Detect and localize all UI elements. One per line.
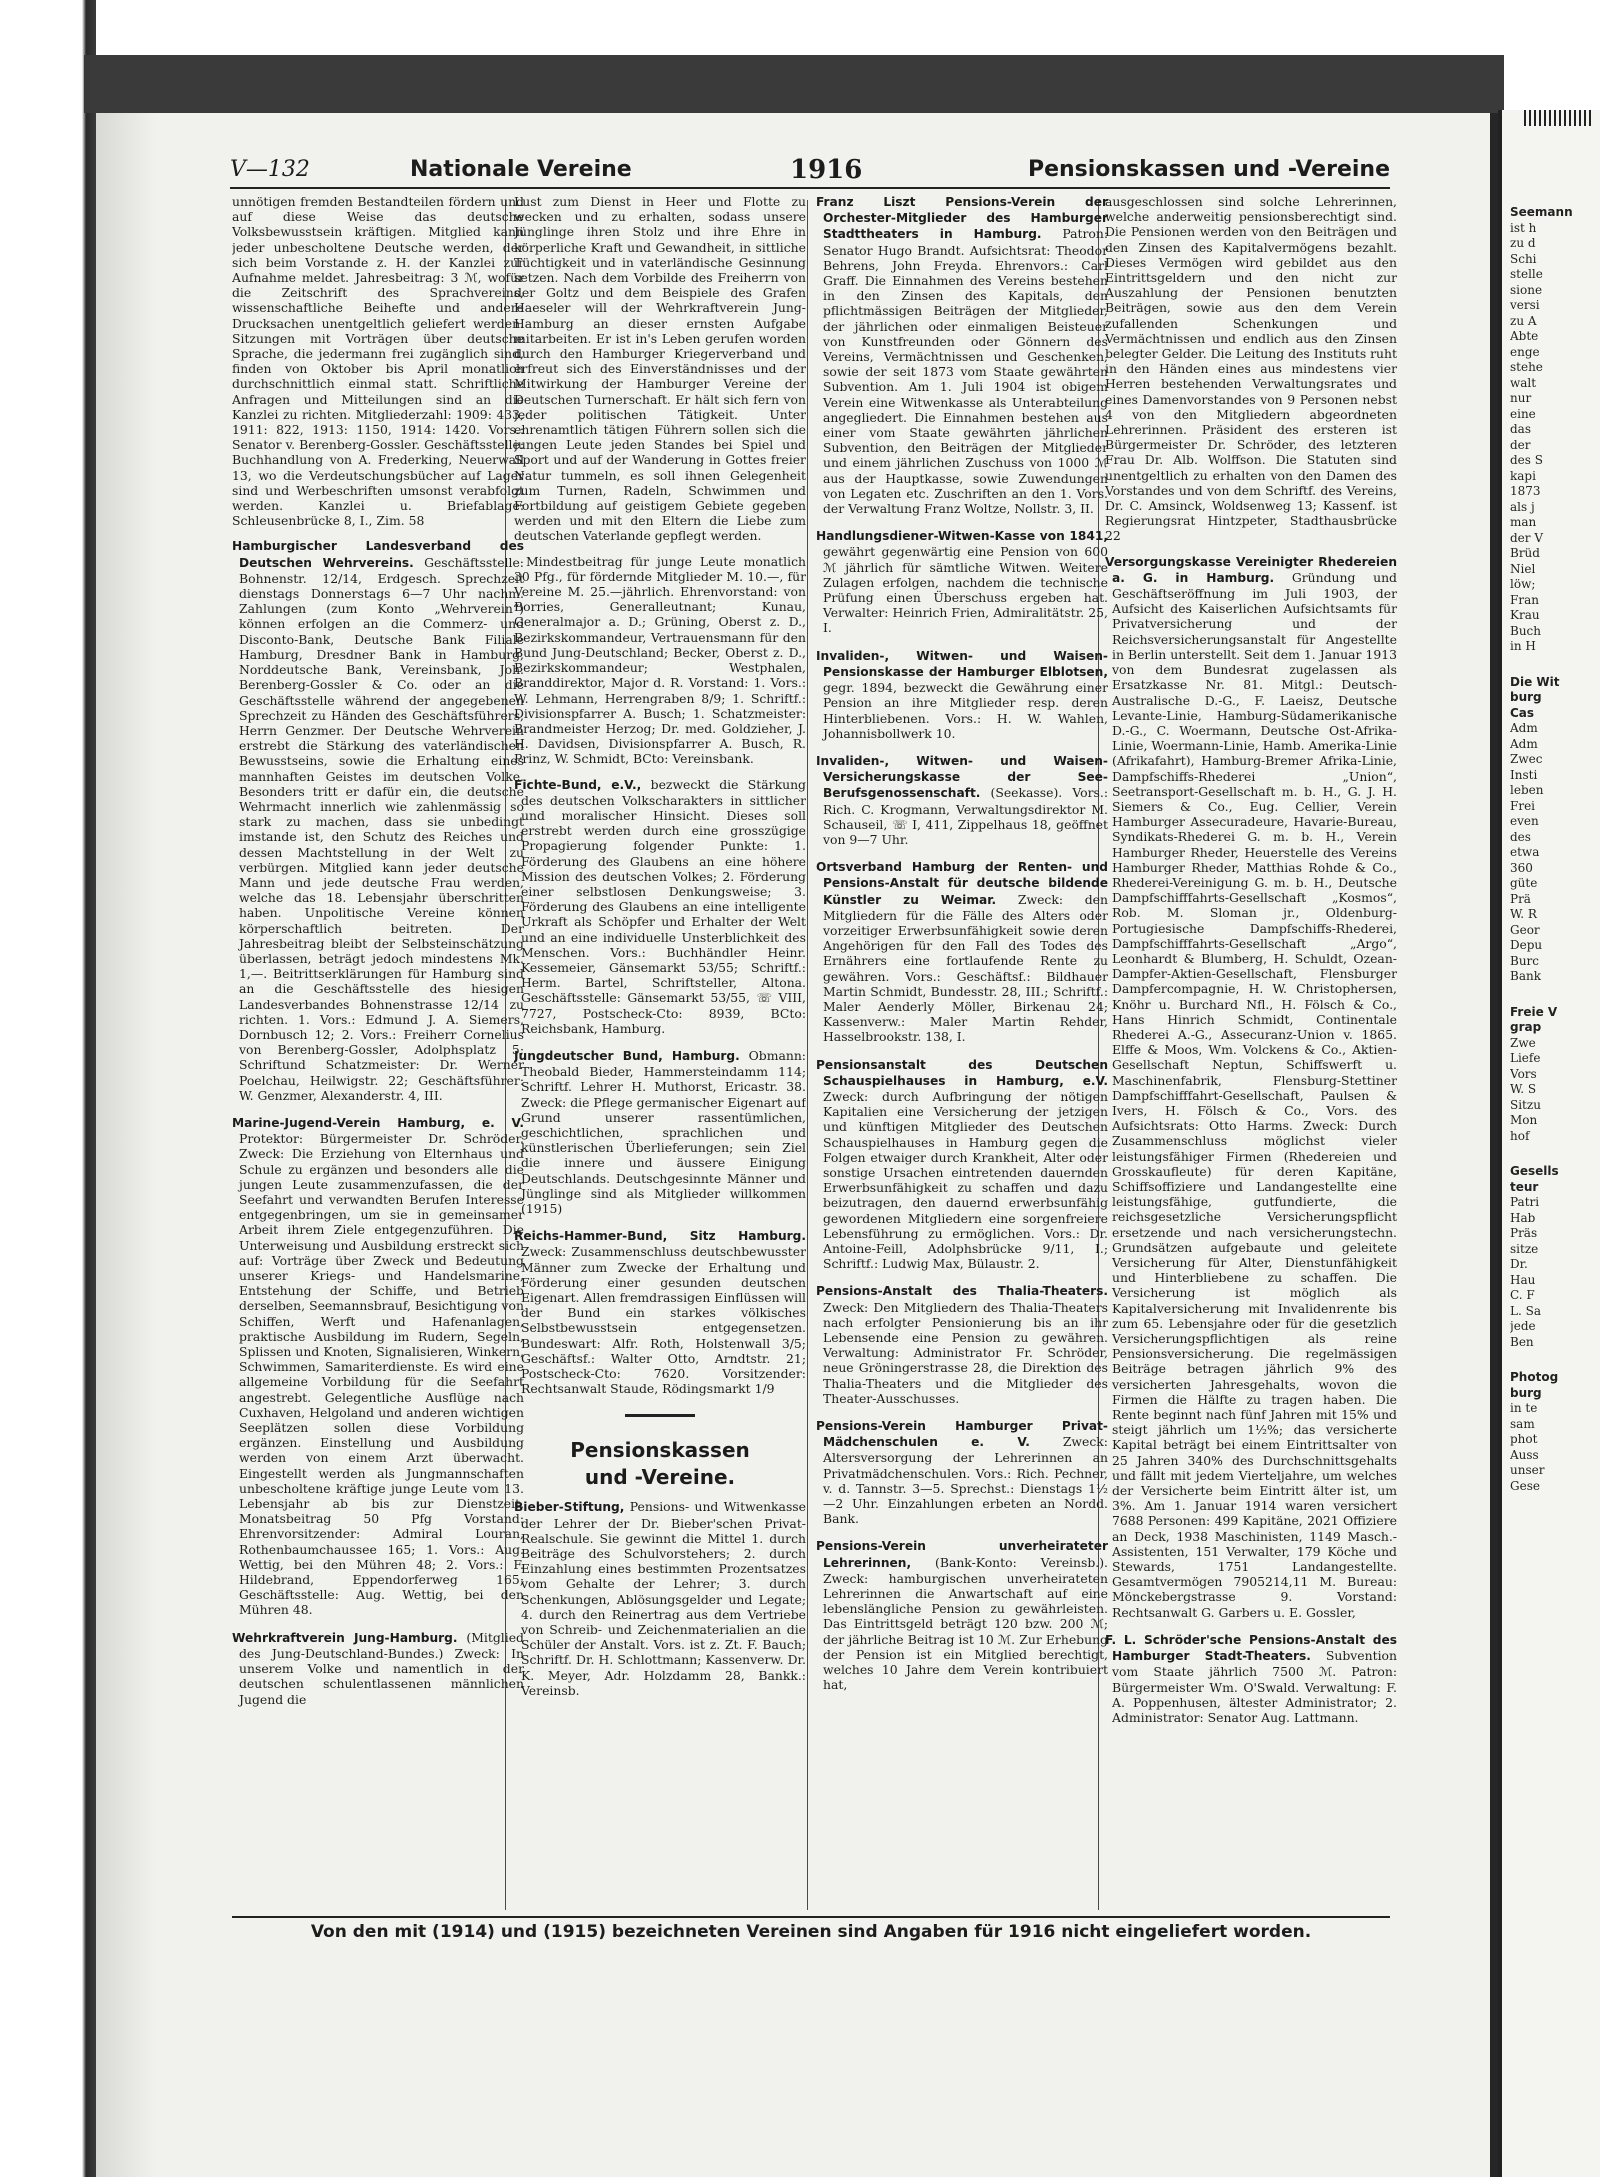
facing-page-line: Niel bbox=[1510, 561, 1536, 576]
facing-page-line: Ben bbox=[1510, 1334, 1534, 1349]
facing-page-line: sam bbox=[1510, 1416, 1535, 1431]
entry-text: Zweck: Zusammenschluss deutschbewusster Männer zum Zwecke der Erhaltung und Förderung einer gesunden deutschen Eigenart. Allen fremdrassigen Einflüssen will der Bund ein starkes völkisches Selbstbewusstsein entgegensetzen. Bundeswart: Alfr. Roth, Holstenwall 3/5; Geschäftsf.: Walter Otto, Arndtstr. 21; Postscheck-Cto: 7620. Vorsitzender: Rechtsanwalt Staude, Rödingsmarkt 1/9 bbox=[521, 1244, 806, 1397]
entry-name: Versorgungskasse Vereinigter Rhedereien a. G. in Hamburg. bbox=[1105, 554, 1397, 585]
facing-page-line: Vors bbox=[1510, 1066, 1537, 1081]
facing-page-line: nur bbox=[1510, 391, 1532, 405]
facing-page-line: burg bbox=[1510, 1385, 1542, 1400]
entry-text: (Bank-Konto: Vereinsb.). Zweck: hamburgischen unverheirateten Lehrerinnen die Anwartschaft auf eine lebenslängliche Pension zu gewährleisten. Das Eintrittsgeld beträgt 120 bzw. 200 ℳ; der jährliche Beitrag ist 10 ℳ. Zur Erhebung der Pension ist ein Mitglied berechtigt, welches 10 Jahre dem Verein kontribuiert hat, bbox=[823, 1554, 1108, 1693]
facing-page-line: sione bbox=[1510, 282, 1543, 297]
facing-page-line: Gese bbox=[1510, 1478, 1540, 1493]
entry bbox=[232, 538, 524, 1103]
facing-page-line: Schi bbox=[1510, 251, 1537, 266]
facing-page-line: Krau bbox=[1510, 608, 1540, 622]
continuation-text: unnötigen fremden Bestandteilen fördern und auf diese Weise das deutsche Volksbewusstsein kräftigen. Mitglied kann jeder unbescholtene Deutsche werden, der sich beim Vorstande z. H. der Kanzlei zur Aufnahme meldet. Jahresbeitrag: 3 ℳ, wofür die Zeitschrift des Sprachvereins, wissenschaftliche Beihefte und andere Drucksachen unentgeltlich geliefert werden. Sitzungen mit Vorträgen über deutsche Sprache, die jedermann frei zugänglich sind, finden von Oktober bis April monatlich durchschnittlich einmal statt. Schriftliche Anfragen und Mitteilungen sind an die Kanzlei zu richten. Mitgliederzahl: 1909: 433, 1911: 822, 1913: 1150, 1914: 1420. Vors.: Senator v. Berenberg-Gossler. Geschäftsstelle: Buchhandlung von A. Frederking, Neuerwall 13, wo die Verdeutschungsbücher auf Lager sind und Werbeschriften umsonst verabfolgt werden. Kanzlei u. Briefablage: Schleusenbrücke 8, I., Zim. 58 bbox=[232, 194, 524, 529]
facing-page-line: phot bbox=[1510, 1432, 1538, 1446]
facing-page-line: Abte bbox=[1510, 329, 1539, 343]
facing-page-line: hof bbox=[1510, 1128, 1530, 1143]
column-2 bbox=[514, 194, 806, 1914]
section-title-line: Pensionskassen bbox=[570, 1438, 750, 1463]
entry bbox=[816, 1418, 1108, 1526]
entry-name: Hamburgischer Landesverband des Deutschen Wehrvereins. bbox=[232, 539, 524, 570]
facing-page-line: 360 bbox=[1510, 860, 1533, 875]
facing-page-line: Geor bbox=[1510, 922, 1540, 937]
section-divider bbox=[625, 1414, 695, 1417]
entry-name: Invaliden-, Witwen- und Waisen-Pensionskasse der Hamburger Elblotsen, bbox=[816, 648, 1108, 679]
entry-name: Marine-Jugend-Verein Hamburg, e. V. bbox=[232, 1115, 524, 1130]
entry bbox=[514, 1048, 806, 1216]
facing-page-line: Prä bbox=[1510, 891, 1531, 906]
entry-name: Pensions-Verein unverheirateter Lehrerinnen, bbox=[816, 1539, 1108, 1570]
entry bbox=[816, 859, 1108, 1044]
column-1 bbox=[232, 194, 524, 1914]
facing-page-line: Gesells bbox=[1510, 1164, 1559, 1178]
facing-page-line: Mon bbox=[1510, 1113, 1538, 1127]
facing-page-line: kapi bbox=[1510, 468, 1536, 483]
facing-page-line: Adm bbox=[1510, 721, 1538, 735]
entry-name: Handlungsdiener-Witwen-Kasse von 1841, bbox=[816, 529, 1108, 544]
facing-page-line: Fran bbox=[1510, 592, 1539, 607]
entry-text: Subvention vom Staate jährlich 7500 ℳ. Patron: Bürgermeister Wm. O'Swald. Verwaltung: F. A. Poppenhusen, ältester Administrator; 2. Administrator: Senator Aug. Lattmann. bbox=[1112, 1648, 1397, 1725]
facing-page-line: C. F bbox=[1510, 1288, 1535, 1302]
facing-page-line: W. R bbox=[1510, 907, 1537, 921]
entry-name: F. L. Schröder'sche Pensions-Anstalt des Hamburger Stadt-Theaters. bbox=[1105, 1632, 1397, 1664]
running-header bbox=[230, 155, 1390, 189]
entry-name: Jungdeutscher Bund, Hamburg. bbox=[514, 1048, 740, 1063]
facing-page-line: 1873 bbox=[1510, 484, 1541, 498]
section-title-line: und -Vereine. bbox=[584, 1465, 736, 1490]
facing-page-line: unser bbox=[1510, 1463, 1545, 1477]
column-rule bbox=[807, 200, 808, 1910]
facing-page-line: Depu bbox=[1510, 938, 1543, 952]
entry-name: Pensionsanstalt des Deutschen Schauspielhauses in Hamburg, e.V. bbox=[816, 1057, 1108, 1088]
facing-page-line: das bbox=[1510, 422, 1531, 436]
entry-name: Wehrkraftverein Jung-Hamburg. bbox=[232, 1630, 458, 1645]
facing-page-line: leben bbox=[1510, 783, 1544, 797]
section-title bbox=[514, 1437, 806, 1491]
entry-text: Zweck: den Mitgliedern für die Fälle des Alters oder vorzeitiger Erwerbsunfähigkeit sowie deren Angehörigen für den Fall des Todes des Ernährers eine fortlaufende Rente zu gewähren. Vors.: Geschäftsf.: Bildhauer Martin Schmidt, Bundesstr. 28, III.; Schriftf.: Maler Aenderly Möller, Birkenau 24; Kassenverw.: Maler Martin Rehder, Hasselbrookstr. 138, I. bbox=[823, 891, 1108, 1045]
facing-page-line: eine bbox=[1510, 406, 1536, 421]
facing-page-line: stelle bbox=[1510, 267, 1543, 281]
facing-page-line: des bbox=[1510, 829, 1531, 844]
facing-page-line: Präs bbox=[1510, 1226, 1538, 1240]
entry bbox=[514, 1499, 806, 1698]
facing-page-line: Zwec bbox=[1510, 752, 1543, 766]
column-4 bbox=[1105, 194, 1397, 1914]
facing-page-line: Patri bbox=[1510, 1195, 1540, 1209]
entry bbox=[816, 1057, 1108, 1272]
facing-page-line: des S bbox=[1510, 453, 1543, 467]
facing-page-line: grap bbox=[1510, 1020, 1542, 1034]
entry bbox=[816, 753, 1108, 847]
facing-page-line: zu A bbox=[1510, 313, 1537, 328]
header-right-title: Pensionskassen und -Vereine bbox=[1027, 157, 1390, 182]
entry-text: Pensions- und Witwenkasse der Lehrer der Dr. Bieber'schen Privat-Realschule. Sie gewinnt die Mittel 1. durch Beiträge des Schulvorstehers; 2. durch Einzahlung eines bestimmten Prozentsatzes vom Gehalte der Lehrer; 3. durch Schenkungen, Ablösungsgelder und Legate; 4. durch den Reinertrag aus dem Vertriebe von Schreib- und Zeichenmaterialien an die Schüler der Anstalt. Vors. ist z. Zt. F. Bauch; Schriftf. Dr. H. Schlottmann; Kassenverw. Dr. K. Meyer, Adr. Holzdamm 28, Bankk.: Vereinsb. bbox=[521, 1499, 806, 1698]
facing-page-line: der V bbox=[1510, 530, 1543, 545]
page-gutter-shadow bbox=[96, 113, 156, 2177]
facing-page-line: Seemann bbox=[1510, 205, 1573, 219]
entry bbox=[816, 194, 1108, 516]
entry bbox=[514, 777, 806, 1036]
facing-page-line: Photog bbox=[1510, 1370, 1559, 1384]
header-left-title: Nationale Vereine bbox=[410, 157, 632, 182]
facing-page-line: Freie V bbox=[1510, 1004, 1558, 1019]
continuation-text: ausgeschlossen sind solche Lehrerinnen, welche anderweitig pensionsberechtigt sind. Die Pensionen werden von den Beiträgen und den Zinsen des Kapitalvermögens bezahlt. Dieses Vermögen wird gebildet aus den Eintrittsgeldern und den nicht zur Auszahlung der Pensionen benutzten Beiträgen, sowie aus den dem Verein zufallenden Schenkungen und Vermächtnissen und endlich aus den Zinsen belegter Gelder. Die Leitung des Instituts ruht in den Händen eines aus mindestens vier Herren bestehenden Verwaltungsrates und eines Damenvorstandes von 9 Personen nebst 4 von den Mitgliedern abgeordneten Lehrerinnen. Präsident des ersteren ist Bürgermeister Dr. Schröder, des letzteren Frau Dr. Alb. Wolffson. Die Statuten sind unentgeltlich zu erhalten von den Damen des Vorstandes und von dem Schriftf. des Vereins, Dr. C. Amsinck, Woldsenweg 13; Kassenf. ist Regierungsrat Hintzpeter, Stadthausbrücke 22 bbox=[1105, 194, 1397, 544]
facing-page-line: etwa bbox=[1510, 845, 1540, 859]
entry-name: Invaliden-, Witwen- und Waisen-Versicherungskasse der See-Berufsgenossenschaft. bbox=[816, 753, 1108, 801]
entry-text: Patron: Senator Hugo Brandt. Aufsichtsrat: Theodor Behrens, John Freyda. Ehrenvors.: Carl Graff. Die Einnahmen des Vereins bestehen in den Zinsen des Kapitals, den pflichtmässigen Beiträgen der Mitglieder, der jährlichen oder einmaligen Beisteuer von Kunstfreunden oder Gönnern des Vereins, Vermächtnissen und Geschenken, sowie der seit 1873 vom Staate gewährten Subvention. Am 1. Juli 1904 ist obigem Verein eine Witwenkasse als Unterabteilung angegliedert. Die Einnahmen bestehen aus einer vom Staate gewährten jährlichen Subvention, den Beiträgen der Mitglieder und einem jährlichen Zuschuss von 1000 ℳ aus der Hauptkasse, sowie Zuwendungen von Legaten etc. Zuschriften an den 1. Vors. der Verwaltung Franz Woltze, Nollstr. 3, II. bbox=[823, 226, 1108, 517]
entry bbox=[816, 1538, 1108, 1692]
entry-name: Bieber-Stiftung, bbox=[514, 1500, 625, 1515]
entry bbox=[1105, 554, 1397, 1620]
entry-text: Gründung und Geschäftseröffnung im Juli 1903, der Aufsicht des Kaiserlichen Aufsichtsamts für Privatversicherung und der Reichsversicherungsanstalt für Angestellte in Berlin unterstellt. Seit dem 1. Januar 1913 von dem Bundesrat zugelassen als Ersatzkasse Nr. 81. Mitgl.: Deutsch-Australische D.-G., F. Laeisz, Deutsche Levante-Linie, Hamburg-Südamerikanische D.-G., C. Woermann, Deutsche Ost-Afrika-Linie, Woermann-Linie, Hamb. Amerika-Linie (Afrikafahrt), Hamburg-Bremer Afrika-Linie, Dampfschiffs-Rhederei „Union“, Seetransport-Gesellschaft m. b. H., G. J. H. Siemers & Co., Eug. Cellier, Verein Hamburger Assecuradeure, Havarie-Bureau, Syndikats-Rhederei G. m. b. H., Verein Hamburger Rheder, Heuerstelle des Vereins Hamburger Rheder, Matthias Rohde & Co., Rhederei-Vereinigung G. m. b. H., Deutsche Dampfschifffahrts-Gesellschaft „Kosmos“, Rob. M. Sloman jr., Oldenburg-Portugiesische Dampfschiffs-Rhederei, Dampfschifffahrts-Gesellschaft „Argo“, Leonhardt & Blumberg, H. Schuldt, Ozean-Dampfer-Aktien-Gesellschaft, Flensburger Dampfercompagnie, H. W. Christophersen, Knöhr u. Burchard Nfl., H. Fölsch & Co., Hans Hinrich Schmidt, Continentale Rhederei A.-G., Assecuranz-Union v. 1865. Elffe & Moos, Wm. Volckens & Co., Aktien-Gesellschaft Neptun, Schiffswerft u. Maschinenfabrik, Flensburg-Stettiner Dampfschifffahrt-Gesellschaft, Paulsen & Ivers, H. Fölsch & Co., Vors. des Aufsichtsrats: Otto Harms. Zweck: Durch Zusammenschluss möglichst vieler leistungsfähiger Firmen (Rhedereien und Grosskaufleute) für deren Kapitäne, Schiffsoffiziere und Landangestellte eine leistungsfähige, gutfundierte, die reichsgesetzliche Versicherungspflicht ersetzende und nach versicherungstechn. Grundsätzen aufgebaute und geleitete Versicherung für Alter, Dienstunfähigkeit und Hinterbliebene zu schaffen. Die Versicherung ist möglich als Kapitalversicherung mit Invalidenrente bis zum 65. Lebensjahre oder für die gesetzlich Versicherungspflichtigen als reine Pensionsversicherung. Die regelmässigen Beiträge betragen jährlich 9% des versicherten Jahresgehalts, wovon die Firmen die Hälfte zu tragen haben. Die Rente beginnt nach fünf Jahren mit 15% und steigt jährlich um 1½%; das versicherte Kapital beträgt bei einem Eintrittsalter von 25 Jahren 340% des Durchschnittsgehalts und fällt mit jedem Vierteljahre, um welches der Versicherte beim Eintritt älter ist, um 3%. Am 1. Januar 1914 waren versichert 7688 Personen: 499 Kapitäne, 2021 Offiziere an Deck, 1938 Maschinisten, 1149 Masch.-Assistenten, 151 Verwalter, 179 Köche und Stewards, 1751 Landangestellte. Gesamtvermögen 7905214,11 M. Bureau: Mönckebergstrasse 9. Vorstand: Rechtsanwalt G. Garbers u. E. Gossler, bbox=[1112, 569, 1397, 1620]
facing-page-line: Buch bbox=[1510, 623, 1541, 638]
facing-page-line: der bbox=[1510, 437, 1531, 452]
entry-text: Protektor: Bürgermeister Dr. Schröder. Zweck: Die Erziehung von Elternhaus und Schule zu ergänzen und besonders alle die jungen Leute zusammenzufassen, die der Seefahrt und verwandten Berufen Interesse entgegenbringen, um sie in gemeinsamer Arbeit ihrem Ziele entgegenzuführen. Die Unterweisung und Ausbildung erstreckt sich auf: Vorträge über Zweck und Bedeutung unserer Kriegs- und Handelsmarine, Entstehung der Schiffe, und Betrieb derselben, Seemannsbrauf, Besichtigung von Schiffen, Werft und Hafenanlagen, praktische Ausbildung im Rudern, Segeln, Splissen und Knoten, Signalisieren, Winkern, Schwimmen, Samariterdienste. Es wird eine allgemeine Vorbildung für die Seefahrt angestrebt. Gelegentliche Ausflüge nach Cuxhaven, Helgoland und anderen wichtigen Seeplätzen sollen diese Vorbildung ergänzen. Einstellung und Ausbildung werden von einem Arzt überwacht. Eingestellt werden als Jungmannschaften unbescholtene kräftige junge Leute vom 13. Lebensjahr ab bis zur Dienstzeit. Monatsbeitrag 50 Pfg Vorstand: Ehrenvorsitzender: Admiral Louran, Rothenbaumchaussee 165; 1. Vors.: Aug. Wettig, bei den Mühren 48; 2. Vors.: F. Hildebrand, Eppendorferweg 165; Geschäftsstelle: Aug. Wettig, bei den Mühren 48. bbox=[239, 1131, 524, 1618]
facing-page-line: Burc bbox=[1510, 953, 1540, 968]
entry bbox=[1105, 1632, 1397, 1725]
facing-page-line: Zwe bbox=[1510, 1035, 1536, 1050]
facing-page-line: stehe bbox=[1510, 360, 1543, 374]
facing-page-line: zu d bbox=[1510, 236, 1536, 250]
entry-text: Zweck: Altersversorgung der Lehrerinnen an Privatmädchenschulen. Vors.: Rich. Pechner, v. d. Tannstr. 3—5. Sprechst.: Dienstags 1½—2 Uhr. Einzahlungen erbeten an Nordd. Bank. bbox=[823, 1434, 1108, 1527]
entry bbox=[514, 1228, 806, 1396]
entry-text: (Mitglied des Jung-Deutschland-Bundes.) Zweck: In unserem Volke und namentlich in der deutschen schulentlassenen männlichen Jugend die bbox=[239, 1629, 524, 1707]
column-3 bbox=[816, 194, 1108, 1914]
facing-page-line: Cas bbox=[1510, 705, 1535, 720]
facing-page-line: Hab bbox=[1510, 1210, 1536, 1225]
footer-note: Von den mit (1914) und (1915) bezeichneten Vereinen sind Angaben für 1916 nicht eingeliefert worden. bbox=[232, 1916, 1390, 1944]
facing-page-line: W. S bbox=[1510, 1082, 1537, 1096]
facing-page-line: burg bbox=[1510, 690, 1542, 704]
facing-page-line: güte bbox=[1510, 876, 1538, 890]
facing-page-line: Insti bbox=[1510, 767, 1538, 782]
scan-edge-left bbox=[0, 0, 96, 2177]
entry bbox=[816, 1283, 1108, 1406]
page-number: V—132 bbox=[230, 157, 310, 182]
facing-page-line: Auss bbox=[1510, 1447, 1539, 1462]
facing-page-line: walt bbox=[1510, 375, 1537, 390]
facing-page-line: Bank bbox=[1510, 969, 1541, 983]
header-year: 1916 bbox=[790, 155, 863, 185]
facing-page-line: als j bbox=[1510, 499, 1535, 514]
facing-page-fragment bbox=[1498, 110, 1600, 2177]
entry-text: Geschäftsstelle: Bohnenstr. 12/14, Erdgesch. Sprechzeit dienstags Donnerstags 6—7 Uhr nachm. Zahlungen (zum Konto „Wehrverein“) können erfolgen an die Commerz- und Disconto-Bank, Deutsche Bank Filiale Hamburg, Dresdner Bank in Hamburg, Norddeutsche Bank, Vereinsbank, Joh. Berenberg-Gossler & Co. oder an die Geschäftsstelle während der angegebenen Sprechzeit zu Händen des Geschäftsführers, Herrn Genzmer. Der Deutsche Wehrverein erstrebt die Stärkung des vaterländischen Bewusstseins, sowie die Erhaltung eines mannhaften Geistes im deutschen Volke. Besonders tritt er dafür ein, die deutsche Wehrmacht innerlich wie zahlenmässig so stark zu machen, dass sie unbedingt imstande ist, den Schutz des Reiches und dessen Machtstellung in der Welt zu verbürgen. Mitglied kann jeder deutsche Mann und jede deutsche Frau werden, welche das 18. Lebensjahr überschritten haben. Unpolitische Vereine können körperschaftlich beitreten. Der Jahresbeitrag bleibt der Selbsteinschätzung überlassen, beträgt jedoch mindestens Mk. 1,—. Beitrittserklärungen für Hamburg sind an die Geschäftsstelle des hiesigen Landesverbandes Bohnenstrasse 12/14 zu richten. 1. Vors.: Edmund J. A. Siemers, Dornbusch 12; 2. Vors.: Freiherr Cornelius von Berenberg-Gossler, Adolphsplatz 5; Schriftund Schatzmeister: Dr. Werner Poelchau, Heilwigstr. 22; Geschäftsführer: W. Genzmer, Alexanderstr. 4, III. bbox=[239, 554, 524, 1103]
facing-page-line: Brüd bbox=[1510, 546, 1540, 560]
entry bbox=[232, 1115, 524, 1618]
facing-page-line: in H bbox=[1510, 639, 1536, 653]
facing-page-line: sitze bbox=[1510, 1241, 1539, 1256]
facing-page-line: versi bbox=[1510, 298, 1540, 312]
entry-name: Reichs-Hammer-Bund, Sitz Hamburg. bbox=[514, 1229, 806, 1244]
entry-name: Franz Liszt Pensions-Verein der Orchester-Mitglieder des Hamburger Stadttheaters in Hamburg. bbox=[816, 195, 1108, 242]
entry bbox=[232, 1630, 524, 1707]
entry-name: Pensions-Verein Hamburger Privat-Mädchenschulen e. V. bbox=[816, 1419, 1108, 1450]
scan-edge-top bbox=[84, 55, 1504, 113]
facing-page-line: Frei bbox=[1510, 798, 1536, 813]
facing-page-line: Hau bbox=[1510, 1272, 1536, 1287]
facing-page-line: löw; bbox=[1510, 577, 1536, 591]
entry-text: gewährt gegenwärtig eine Pension von 600 ℳ jährlich für sämtliche Witwen. Weitere Zulagen erfolgen, nachdem die technische Prüfung einen Überschuss ergeben hat. Verwalter: Heinrich Frien, Admiralitätstr. 25, I. bbox=[823, 544, 1108, 636]
facing-page-line: ist h bbox=[1510, 220, 1537, 235]
facing-page-line: Sitzu bbox=[1510, 1097, 1541, 1112]
facing-page-line: in te bbox=[1510, 1401, 1538, 1415]
facing-page-line: teur bbox=[1510, 1179, 1539, 1194]
entry-text: (Seekasse). Vors.: Rich. C. Krogmann, Verwaltungsdirektor M. Schauseil, ☏ I, 411, Zippelhaus 18, geöffnet von 9—7 Uhr. bbox=[823, 785, 1108, 847]
facing-page-line: Adm bbox=[1510, 736, 1538, 751]
entry-text: gegr. 1894, bezweckt die Gewährung einer Pension an ihre Mitglieder resp. deren Hinterbliebenen. Vors.: H. W. Wahlen, Johannisbollwerk 10. bbox=[823, 680, 1108, 741]
entry bbox=[816, 528, 1108, 635]
facing-page-line: enge bbox=[1510, 344, 1540, 359]
entry-name: Pensions-Anstalt des Thalia-Theaters. bbox=[816, 1284, 1108, 1299]
binding-stamp bbox=[1524, 110, 1594, 126]
facing-page-line: man bbox=[1510, 515, 1537, 529]
entry-text: bezweckt die Stärkung des deutschen Volkscharakters in sittlicher und moralischer Hinsicht. Dieses soll erstrebt werden durch eine grosszügige Propagierung folgender Punkte: 1. Förderung des Glaubens an eine höhere Mission des deutschen Volkes; 2. Förderung einer selbstlosen Denkungsweise; 3. Förderung des Glaubens an eine intelligente Urkraft als Schöpfer und Erhalter der Welt und an eine individuelle Unsterblichkeit des Menschen. Vors.: Buchhändler Heinr. Kessemeier, Gänsemarkt 53/55; Schriftf.: Herm. Bartel, Schriftsteller, Altona. Geschäftsstelle: Gänsemarkt 53/55, ☏ VIII, 7727, Postscheck-Cto: 8939, BCto: Reichsbank, Hamburg. bbox=[521, 776, 806, 1036]
facing-page-line: L. Sa bbox=[1510, 1303, 1541, 1318]
facing-page-line: even bbox=[1510, 814, 1539, 828]
continuation-text: Lust zum Dienst in Heer und Flotte zu wecken und zu erhalten, sodass unsere Jünglinge ihren Stolz und ihre Ehre in körperliche Kraft und Gewandheit, in sittliche Tüchtigkeit und in vaterländische Gesinnung setzen. Nach dem Vorbilde des Freiherrn von der Goltz und dem Beispiele des Grafen Haeseler will der Wehrkraftverein Jung-Hamburg an dieser ernsten Aufgabe mitarbeiten. Er ist in's Leben gerufen worden durch den Hamburger Kriegerverband und erfreut sich des Einverständnisses und der Mitwirkung der Hamburger Vereine der Deutschen Turnerschaft. Er hält sich fern von jeder politischen Tätigkeit. Unter ehrenamtlich tätigen Führern sollen sich die jungen Leute jeden Standes bei Spiel und Sport und auf der Wanderung in Gottes freier Natur tummeln, es soll ihnen Gelegenheit zum Turnen, Radeln, Schwimmen und Fortbildung auf geistigem Gebiete gegeben werden und mit den Eltern die Liebe zum deutschen Vaterlande gepflegt werden. bbox=[514, 194, 806, 544]
entry-name: Ortsverband Hamburg der Renten- und Pensions-Anstalt für deutsche bildende Künstler zu Weimar. bbox=[816, 860, 1108, 907]
entry-text: Zweck: Den Mitgliedern des Thalia-Theaters nach erfolgter Pensionierung bis an ihr Lebensende eine Pension zu gewähren. Verwaltung: Administrator Fr. Schröder, neue Gröningerstrasse 28, die Direktion des Thalia-Theaters und die Mitglieder des Theater-Ausschusses. bbox=[823, 1299, 1108, 1406]
continuation-text: Mindestbeitrag für junge Leute monatlich 30 Pfg., für fördernde Mitglieder M. 10.—, für Vereine M. 25.—jährlich. Ehrenvorstand: von Borries, Generalleutnant; Kunau, Generalmajor a. D.; Grüning, Oberst z. D., Bezirkskommandeur, Vertrauensmann für den Bund Jung-Deutschland; Becker, Oberst z. D., Bezirkskommandeur; Westphalen, Branddirektor, Major d. R. Vorstand: 1. Vors.: W. Lehmann, Herrengraben 8/9; 1. Schriftf.: Divisionspfarrer A. Busch; 1. Schatzmeister: Brandmeister Herzog; Dr. med. Goldzieher, J. H. Davidsen, Divisionspfarrer A. Busch, R. Prinz, W. Schmidt, BCto: Vereinsbank. bbox=[514, 553, 806, 767]
facing-page-line: Dr. bbox=[1510, 1257, 1528, 1271]
facing-page-line: jede bbox=[1510, 1319, 1536, 1333]
entry-text: Obmann: Theobald Bieder, Hammersteindamm 114; Schriftf. Lehrer H. Muthorst, Ericastr. 38. Zweck: die Pflege germanischer Eigenart auf Grund unserer rassentümlichen, geschichtlichen, sprachlichen und künstlerischen Überlieferungen; sein Ziel die innere und äussere Einigung Deutschlands. Deutschgesinnte Männer und Jünglinge sind als Mitglieder willkommen (1915) bbox=[521, 1047, 806, 1216]
facing-page-line: Liefe bbox=[1510, 1051, 1541, 1065]
entry bbox=[816, 648, 1108, 741]
entry-text: Zweck: durch Aufbringung der nötigen Kapitalien eine Versicherung der jetzigen und künftigen Mitglieder des Deutschen Schauspielhauses in Hamburg gegen die Folgen etwaiger durch Krankheit, Alter oder sonstige Ursachen eintretenden dauernden Erwerbsunfähigkeit zu schaffen und dazu beizutragen, den dauernd erwerbsunfähig gewordenen Mitgliedern eine sorgenfreiere Lebensführung zu ermöglichen. Vors.: Dr. Antoine-Feill, Adolphsbrücke 9/11, I.; Schriftf.: Ludwig Max, Bülaustr. 2. bbox=[823, 1088, 1108, 1272]
facing-page-line: Die Wit bbox=[1510, 674, 1560, 689]
entry-name: Fichte-Bund, e.V., bbox=[514, 777, 642, 792]
